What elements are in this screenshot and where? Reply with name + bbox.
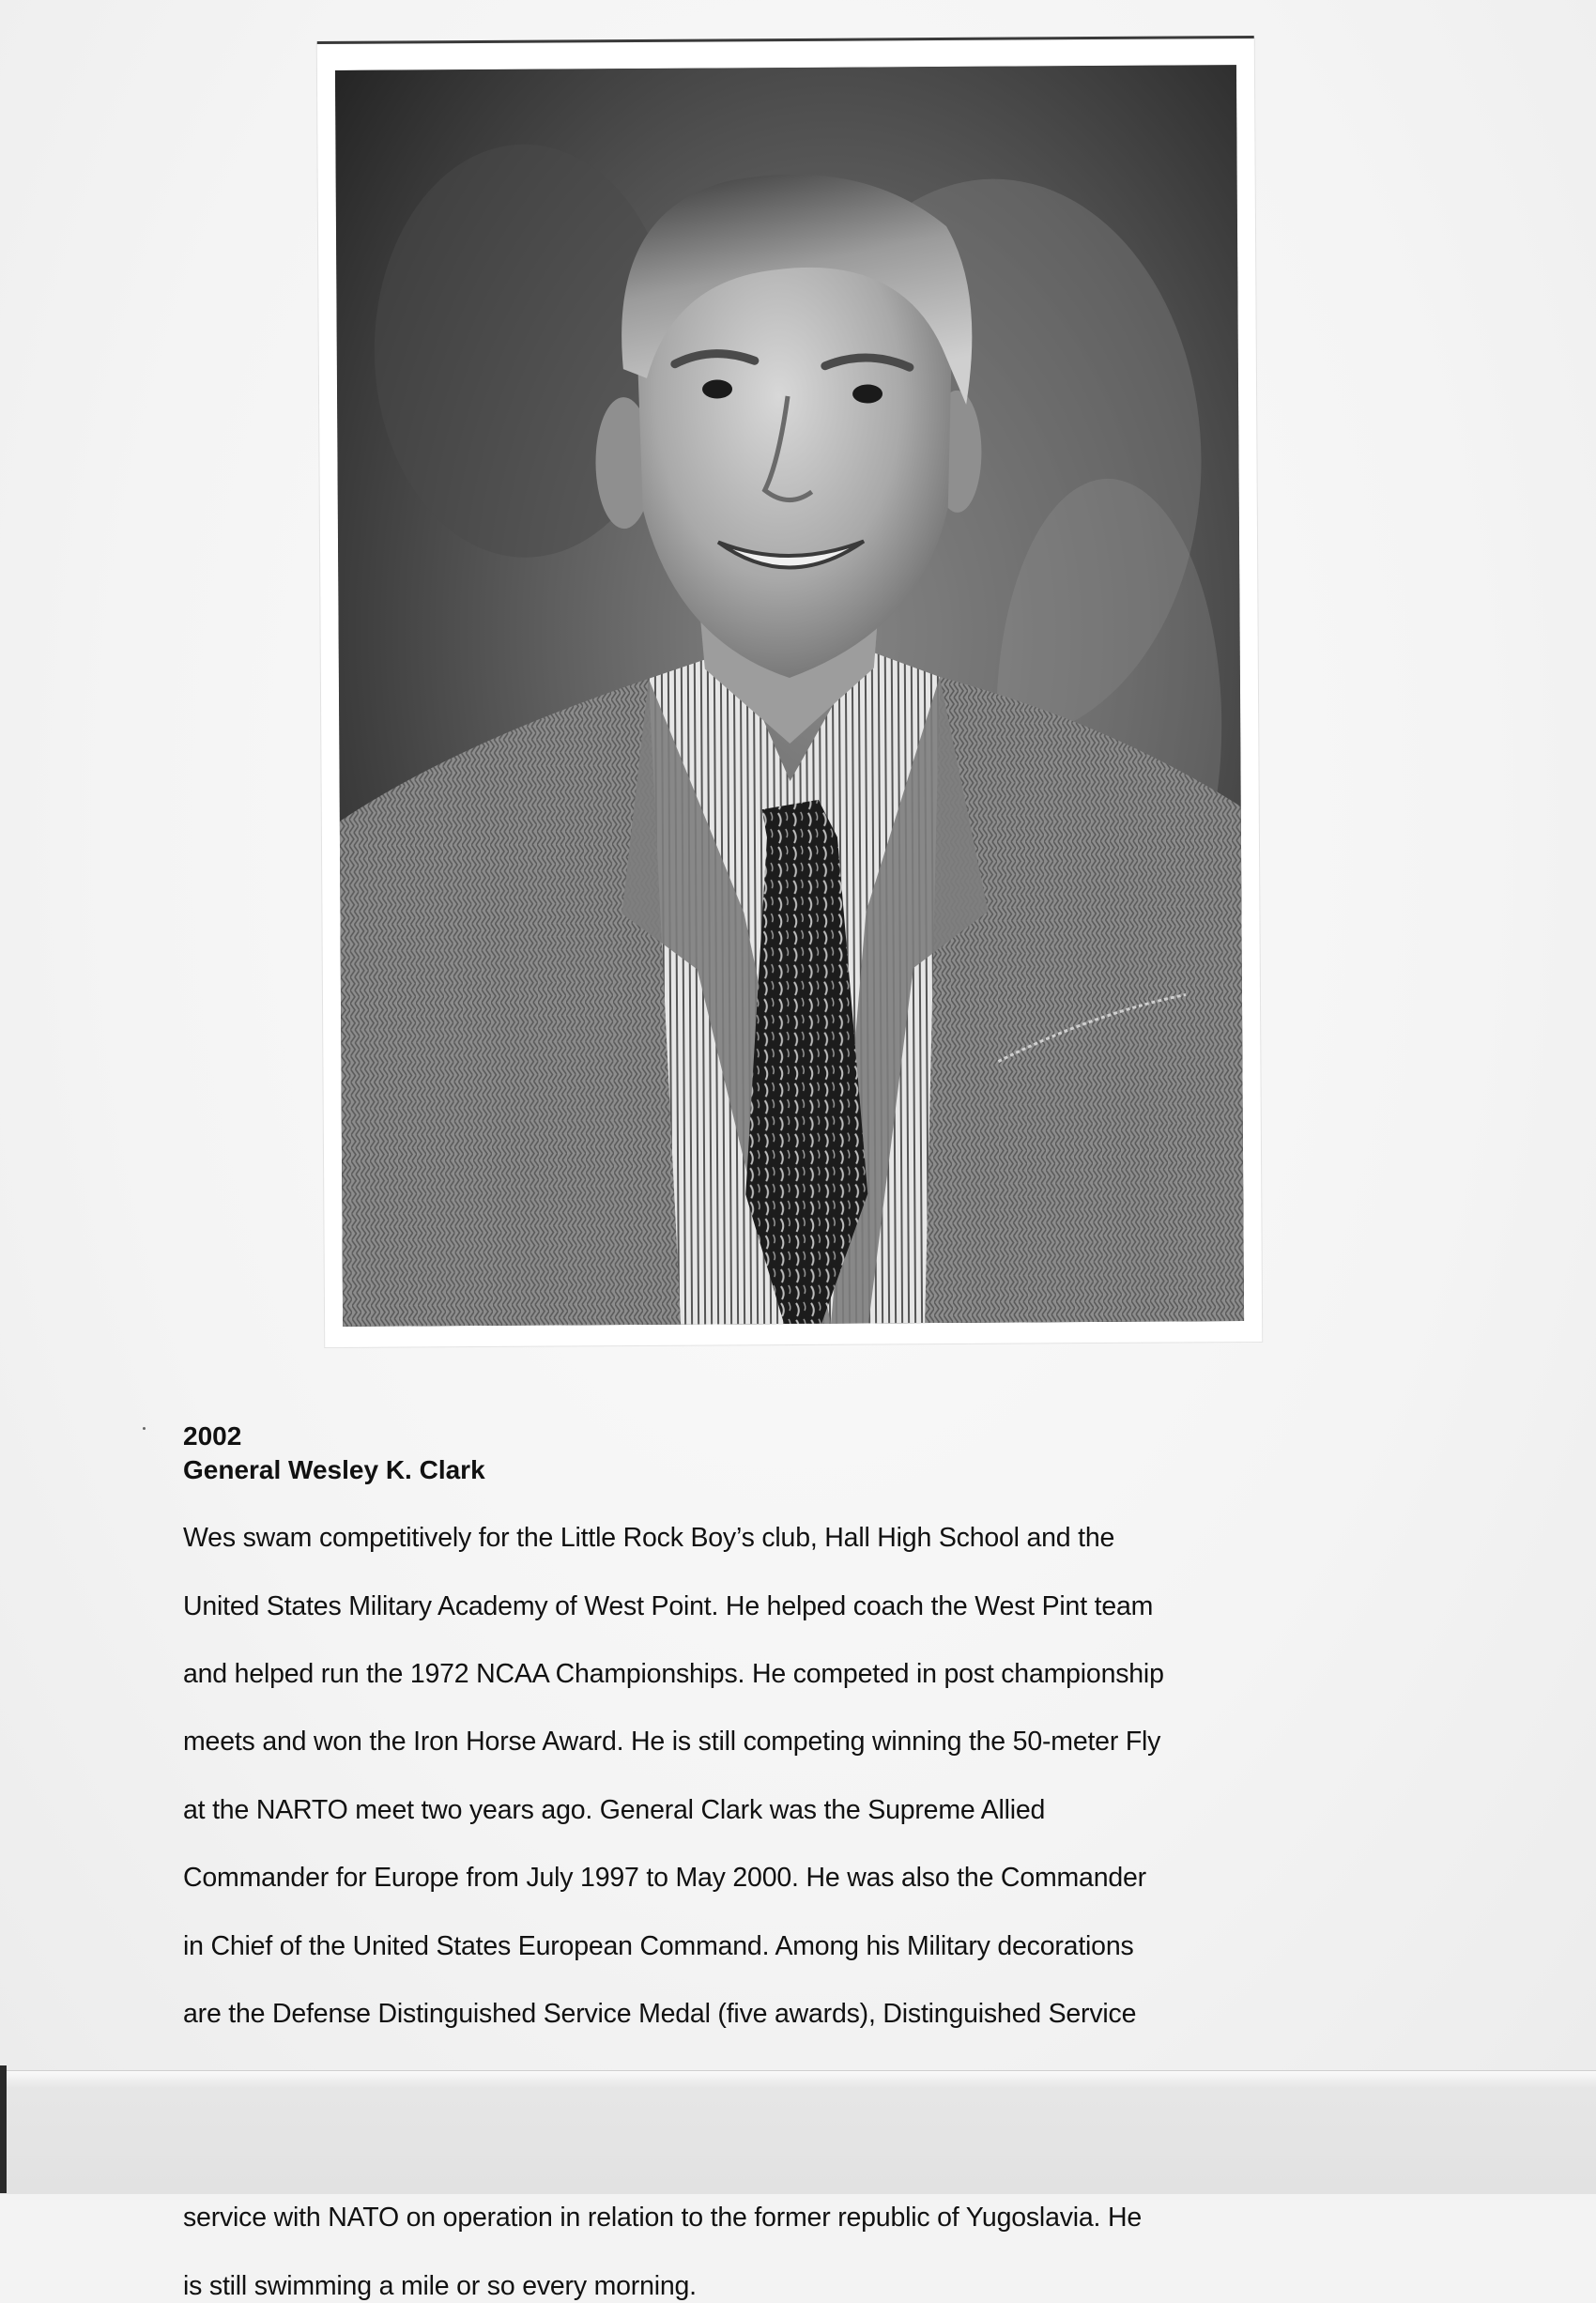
bio-line: Commander for Europe from July 1997 to May 2000. He was also the Commander <box>183 1863 1146 1894</box>
scanner-edge <box>0 2065 7 2193</box>
bio-line: is still swimming a mile or so every morning. <box>183 2270 697 2301</box>
portrait-photo <box>335 65 1244 1327</box>
bio-line: at the NARTO meet two years ago. General Clark was the Supreme Allied <box>183 1794 1046 1825</box>
bio-line: service with NATO on operation in relation to the former republic of Yugoslavia. He <box>183 2203 1143 2234</box>
bio-line: Wes swam competitively for the Little Rock Boy’s club, Hall High School and the <box>183 1523 1115 1554</box>
bio-line: United States Military Academy of West Point. He helped coach the West Pint team <box>183 1590 1154 1621</box>
bio-line: and helped run the 1972 NCAA Championships. He competed in post championship <box>183 1659 1164 1690</box>
photo-mount <box>317 38 1262 1347</box>
caption-name: General Wesley K. Clark <box>183 1455 485 1484</box>
scanner-bed-margin <box>0 2070 1596 2194</box>
bio-line: in Chief of the United States European Command. Among his Military decorations <box>183 1930 1134 1961</box>
portrait-illustration <box>335 65 1244 1327</box>
bio-line: meets and won the Iron Horse Award. He is still competing winning the 50-meter Fly <box>183 1727 1161 1758</box>
bio-line: are the Defense Distinguished Service Medal (five awards), Distinguished Service <box>183 1999 1137 2030</box>
scan-speck <box>143 1427 146 1430</box>
caption-year: 2002 <box>183 1421 242 1451</box>
